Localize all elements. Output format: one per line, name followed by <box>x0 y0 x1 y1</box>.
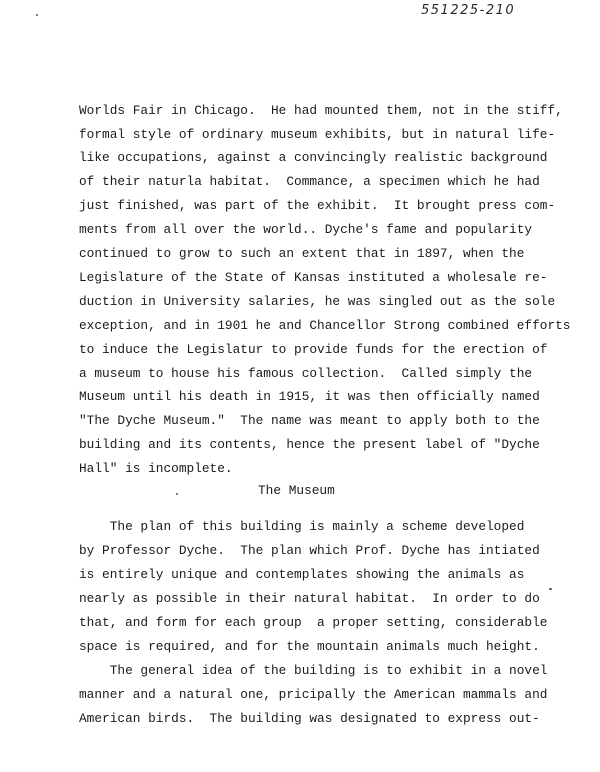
text-line: American birds. The building was designated to express out- <box>79 711 540 726</box>
text-line: by Professor Dyche. The plan which Prof. Dyche has intiated <box>79 543 540 558</box>
text-line: manner and a natural one, pricipally the American mammals and <box>79 687 548 702</box>
text-line: is entirely unique and contemplates showing the animals as <box>79 567 525 582</box>
text-line: space is required, and for the mountain animals much height. <box>79 639 540 654</box>
text-line: like occupations, against a convincingly realistic background <box>79 150 548 165</box>
text-line: building and its contents, hence the present label of "Dyche <box>79 437 540 452</box>
text-line: Hall" is incomplete. <box>79 461 233 476</box>
text-line: Worlds Fair in Chicago. He had mounted them, not in the stiff, <box>79 103 563 118</box>
text-line: Museum until his death in 1915, it was then officially named <box>79 389 540 404</box>
text-line: Legislature of the State of Kansas instituted a wholesale re- <box>79 270 548 285</box>
paper-speck <box>176 493 178 495</box>
page-id-stamp: 551225-210 <box>421 3 516 18</box>
text-line: nearly as possible in their natural habitat. In order to do <box>79 591 540 606</box>
text-line: The general idea of the building is to exhibit in a novel <box>79 663 548 678</box>
text-line: ments from all over the world.. Dyche's fame and popularity <box>79 222 533 237</box>
text-line: just finished, was part of the exhibit. It brought press com- <box>79 198 556 213</box>
text-line: exception, and in 1901 he and Chancellor Strong combined efforts <box>79 318 571 333</box>
text-line: to induce the Legislatur to provide funds for the erection of <box>79 342 548 357</box>
paper-speck <box>549 588 552 590</box>
section-heading: The Museum <box>258 483 335 498</box>
text-line: of their naturla habitat. Commance, a specimen which he had <box>79 174 540 189</box>
text-line: The plan of this building is mainly a scheme developed <box>79 519 525 534</box>
paper-speck <box>36 14 38 16</box>
text-line: continued to grow to such an extent that in 1897, when the <box>79 246 525 261</box>
text-line: "The Dyche Museum." The name was meant to apply both to the <box>79 413 540 428</box>
text-line: a museum to house his famous collection. Called simply the <box>79 366 533 381</box>
text-line: formal style of ordinary museum exhibits, but in natural life- <box>79 127 556 142</box>
text-line: duction in University salaries, he was singled out as the sole <box>79 294 556 309</box>
text-line: that, and form for each group a proper setting, considerable <box>79 615 548 630</box>
